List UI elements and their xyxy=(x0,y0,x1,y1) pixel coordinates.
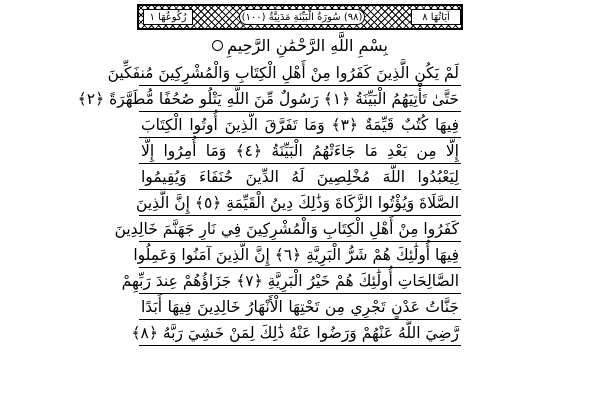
rub-el-hizb-icon xyxy=(212,40,223,51)
verse-line: فِيهَا أُولَٰئِكَ هُمْ شَرُّ الْبَرِيَّةِ ﴿٦﴾ إِنَّ الَّذِينَ آمَنُوا وَعَمِلُوا xyxy=(139,242,461,268)
mushaf-page xyxy=(77,4,463,396)
verse-lines xyxy=(77,60,461,346)
basmala-line xyxy=(207,34,393,56)
verse-line: إِلَّا مِن بَعْدِ مَا جَاءَتْهُمُ الْبَيِّنَةُ ﴿٤﴾ وَمَا أُمِرُوا إِلَّا xyxy=(139,138,461,164)
verse-line: الصَّلَاةَ وَيُؤْتُوا الزَّكَاةَ وَذَٰلِكَ دِينُ الْقَيِّمَةِ ﴿٥﴾ إِنَّ الَّذِينَ xyxy=(139,190,461,216)
verse-line: رَّضِيَ اللَّهُ عَنْهُمْ وَرَضُوا عَنْهُ ذَٰلِكَ لِمَنْ خَشِيَ رَبَّهُ ﴿٨﴾ xyxy=(139,320,461,346)
verse-line: لَمْ يَكُنِ الَّذِينَ كَفَرُوا مِنْ أَهْلِ الْكِتَابِ وَالْمُشْرِكِينَ مُنفَكِّينَ xyxy=(139,60,461,86)
ayah-count-label: آيَاتُهَا ٨ xyxy=(411,9,461,25)
verse-line: فِيهَا كُتُبٌ قَيِّمَةٌ ﴿٣﴾ وَمَا تَفَرَّقَ الَّذِينَ أُوتُوا الْكِتَابَ xyxy=(139,112,461,138)
basmala-text: بِسْمِ اللَّهِ الرَّحْمَٰنِ الرَّحِيمِ xyxy=(227,35,388,55)
verse-line: لِيَعْبُدُوا اللَّهَ مُخْلِصِينَ لَهُ الدِّينَ حُنَفَاءَ وَيُقِيمُوا xyxy=(139,164,461,190)
surah-title: (٩٨) سُورَةُ الْبَيِّنَةِ مَدَنِيَّةٌ (١٠٠) xyxy=(239,9,365,25)
ruku-count-label: رُكُوعُهَا ١ xyxy=(143,9,193,25)
verse-line: الصَّالِحَاتِ أُولَٰئِكَ هُمْ خَيْرُ الْبَرِيَّةِ ﴿٧﴾ جَزَاؤُهُمْ عِندَ رَبِّهِمْ xyxy=(139,268,461,294)
verse-line: حَتَّىٰ تَأْتِيَهُمُ الْبَيِّنَةُ ﴿١﴾ رَسُولٌ مِّنَ اللَّهِ يَتْلُو صُحُفًا مُّطَهَّرَةً ﴿٢﴾ xyxy=(139,86,461,112)
surah-header-frame xyxy=(137,4,463,30)
verse-line: كَفَرُوا مِنْ أَهْلِ الْكِتَابِ وَالْمُشْرِكِينَ فِي نَارِ جَهَنَّمَ خَالِدِينَ xyxy=(139,216,461,242)
verse-line: جَنَّاتُ عَدْنٍ تَجْرِي مِن تَحْتِهَا الْأَنْهَارُ خَالِدِينَ فِيهَا أَبَدًا xyxy=(139,294,461,320)
